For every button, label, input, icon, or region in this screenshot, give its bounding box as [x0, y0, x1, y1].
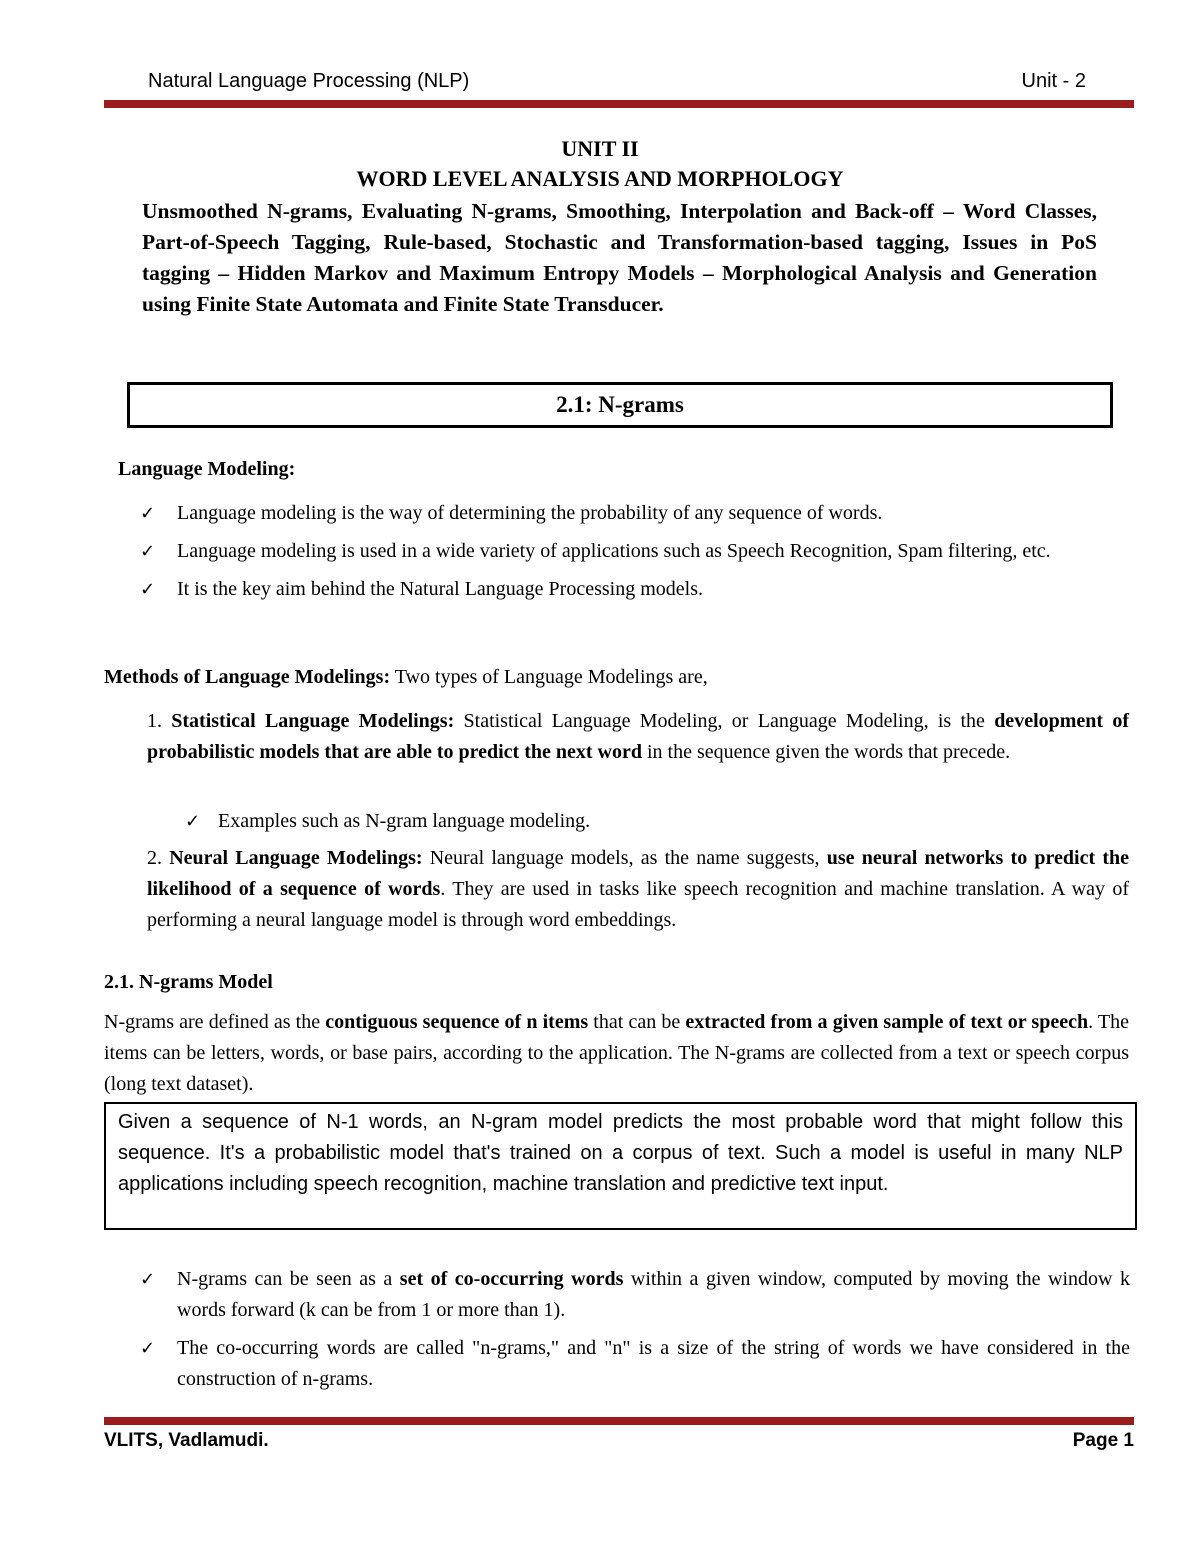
language-modeling-heading: Language Modeling:: [118, 458, 296, 480]
neural-modeling-paragraph: 2. Neural Language Modelings: Neural language models, as the name suggests, use neural networks to predict the likelihood of a sequence of words. They are used in tasks like speech recognition and machine translation. A way of performing a neural language model is through word embeddings.: [147, 847, 1129, 931]
ngrams-definition-paragraph: N-grams are defined as the contiguous sequence of n items that can be extracted from a given sample of text or speech. The items can be letters, words, or base pairs, according to the application. The N-grams are collected from a text or speech corpus (long text dataset).: [104, 1011, 1129, 1095]
neural-modeling-title: Neural Language Modelings:: [169, 847, 423, 869]
footer-rule: [104, 1417, 1134, 1425]
header-course-title: Natural Language Processing (NLP): [148, 70, 470, 92]
check-mark-icon: ✓: [140, 541, 156, 562]
language-modeling-list: [140, 498, 1130, 612]
methods-heading: Methods of Language Modelings:: [104, 666, 391, 688]
statistical-modeling-paragraph: 1. Statistical Language Modelings: Statistical Language Modeling, or Language Modeling, is the development of probabilistic models that are able to predict the next word in the sequence given the words that precede.: [147, 710, 1129, 763]
header-rule: [104, 100, 1134, 108]
ngrams-model-heading: 2.1. N-grams Model: [104, 971, 273, 993]
check-mark-icon: ✓: [140, 1338, 156, 1359]
unit-syllabus: Unsmoothed N-grams, Evaluating N-grams, Smoothing, Interpolation and Back-off – Word Classes, Part-of-Speech Tagging, Rule-based, Stochastic and Transformation-based tagging, Issues in PoS tagging – Hidden Markov and Maximum Entropy Models – Morphological Analysis and Generation using Finite State Automata and Finite State Transducer.: [142, 199, 1097, 316]
list-item: ✓ Language modeling is used in a wide variety of applications such as Speech Recognition, Spam filtering, etc.: [140, 536, 1130, 567]
list-item: ✓ The co-occurring words are called "n-grams," and "n" is a size of the string of words we have considered in the construction of n-grams.: [140, 1333, 1130, 1395]
footer-institution: VLITS, Vadlamudi.: [104, 1430, 269, 1451]
list-item: ✓ N-grams can be seen as a set of co-occurring words within a given window, computed by moving the window k words forward (k can be from 1 or more than 1).: [140, 1264, 1130, 1326]
section-title-box: [127, 382, 1113, 428]
methods-intro: Methods of Language Modelings: Two types of Language Modelings are,: [104, 666, 708, 688]
ngrams-bullet-list: [140, 1264, 1130, 1402]
check-mark-icon: ✓: [140, 579, 156, 600]
check-mark-icon: ✓: [185, 811, 201, 832]
page-header: [148, 70, 1086, 100]
check-mark-icon: ✓: [140, 1269, 156, 1290]
list-item: ✓ It is the key aim behind the Natural Language Processing models.: [140, 574, 1130, 605]
list-item: ✓ Examples such as N-gram language modeling.: [185, 806, 1125, 837]
ngram-definition-box: Given a sequence of N-1 words, an N-gram model predicts the most probable word that might follow this sequence. It's a probabilistic model that's trained on a corpus of text. Such a model is useful in many NLP applications including speech recognition, machine translation and predictive text input.: [104, 1102, 1137, 1230]
unit-title: UNIT II: [561, 136, 639, 161]
statistical-modeling-title: Statistical Language Modelings:: [171, 710, 455, 732]
page-number: Page 1: [1072, 1430, 1134, 1451]
header-unit-label: Unit - 2: [1021, 70, 1086, 92]
section-title: 2.1: N-grams: [556, 392, 684, 417]
unit-subtitle: WORD LEVEL ANALYSIS AND MORPHOLOGY: [356, 166, 844, 191]
statistical-example-list: [185, 806, 1125, 844]
list-item: ✓ Language modeling is the way of determining the probability of any sequence of words.: [140, 498, 1130, 529]
check-mark-icon: ✓: [140, 503, 156, 524]
